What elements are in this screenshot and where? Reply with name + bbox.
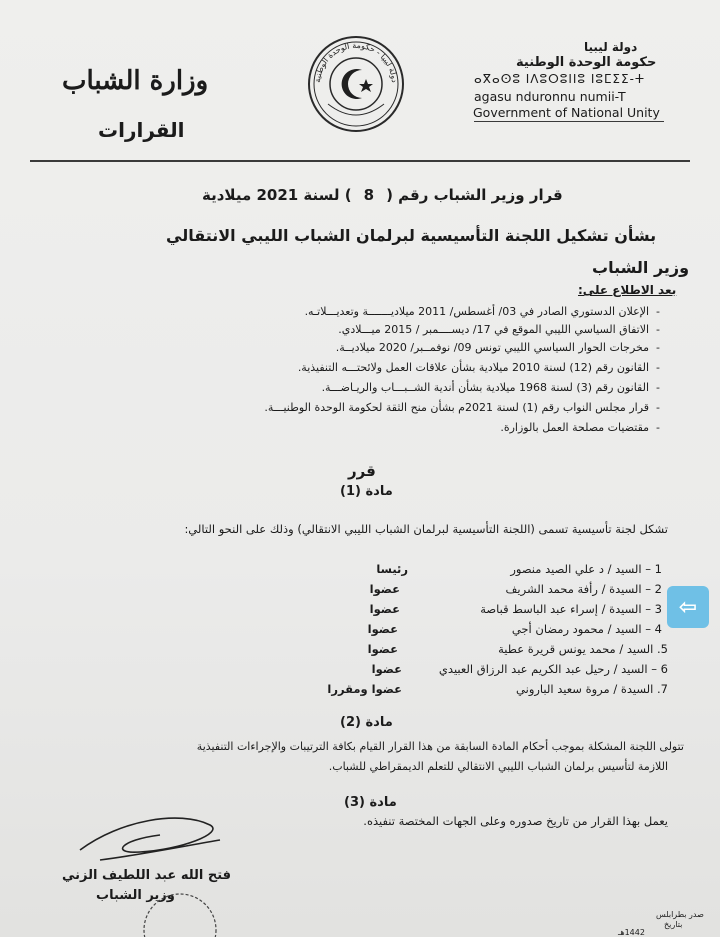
footer-date-label: بتاريخ — [664, 920, 683, 929]
reference-item: - القانون رقم (12) لسنة 2010 ميلادية بشأن علاقات العمل ولائحتـــه التنفيذية. — [297, 361, 660, 374]
reference-item: - قرار مجلس النواب رقم (1) لسنة 2021م بشأن منح الثقة لحكومة الوحدة الوطنيـــة. — [264, 401, 660, 414]
stamp-icon — [140, 890, 220, 937]
gov-name-ar: حكومة الوحدة الوطنية — [516, 55, 657, 70]
decision-title: قرار وزير الشباب رقم (8) لسنة 2021 ميلادية — [202, 186, 563, 204]
member-name: 6 – السيد / رحيل عبد الكريم عبد الرزاق العبيدي — [438, 662, 668, 676]
member-role: عضوا ومقررا — [327, 682, 402, 696]
article2-title: مادة (2) — [340, 715, 393, 730]
section-title: القرارات — [98, 118, 185, 142]
national-seal — [306, 34, 406, 134]
member-name: 7. السيدة / مروة سعيد الباروني — [516, 682, 668, 696]
article3-title: مادة (3) — [344, 795, 397, 810]
member-name: 3 – السيدة / إسراء عبد الباسط قباصة — [480, 602, 662, 616]
gov-name-amazigh: agasu nduronnu numii-T — [474, 89, 626, 104]
member-role: عضوا — [369, 582, 400, 596]
gov-underline — [474, 121, 664, 122]
signatory-title: وزير الشباب — [96, 888, 175, 903]
decided-heading: قرر — [348, 462, 376, 480]
article3-text: يعمل بهذا القرار من تاريخ صدوره وعلى الجهات المختصة تنفيذه. — [363, 814, 668, 828]
minister-heading: وزير الشباب — [592, 258, 690, 277]
member-name: 1 – السيد / د علي الصيد منصور — [510, 562, 662, 576]
reference-item: - مخرجات الحوار السياسي الليبي تونس 09/ نوفمــبر/ 2020 ميلاديــة. — [335, 341, 660, 354]
member-role: عضوا — [371, 662, 402, 676]
member-name: 4 – السيد / محمود رمضان أجي — [511, 622, 662, 636]
gov-name-tifinagh: ⴰⴳⴰⵙⵓ ⵏⴷⵓⵔⵓⵏⵏⵓ ⵏⵓⵎⵉⵉ-ⵜ — [474, 72, 646, 86]
seal-icon — [306, 34, 406, 134]
article1-title: مادة (1) — [340, 484, 393, 499]
article2-text: تتولى اللجنة المشكلة بموجب أحكام المادة السابقة من هذا القرار القيام بكافة الترتيبات والإجراءات التنفيذية — [196, 740, 684, 753]
seal-text: دولة ليبيا - حكومة الوحدة الوطنية — [312, 40, 400, 84]
after-review: بعد الاطلاع على: — [578, 283, 677, 297]
reference-item: - القانون رقم (3) لسنة 1968 ميلادية بشأن أندية الشــبـــاب والريـاضـــة. — [321, 381, 660, 394]
member-role: عضوا — [367, 622, 398, 636]
header-divider — [30, 160, 690, 162]
reference-item: - مقتضيات مصلحة العمل بالوزارة. — [500, 421, 660, 434]
gov-name-en: Government of National Unity — [473, 105, 660, 120]
member-role: رئيسا — [376, 562, 408, 576]
ministry-title: وزارة الشباب — [62, 66, 209, 96]
footer-hijri: 1442هـ — [618, 928, 645, 937]
signatory-name: فتح الله عبد اللطيف الزني — [62, 868, 232, 883]
gov-state: دولة ليبيا — [584, 40, 638, 54]
decision-subject: بشأن تشكيل اللجنة التأسيسية لبرلمان الشباب الليبي الانتقالي — [166, 226, 657, 245]
decision-number: 8 — [363, 186, 375, 204]
reference-item: - الاتفاق السياسي الليبي الموقع في 17/ ديســــمبر / 2015 ميـــلادي. — [338, 323, 660, 336]
member-name: 5. السيد / محمد يونس قريرة عطية — [498, 642, 668, 656]
article2-text: اللازمة لتأسيس برلمان الشباب الليبي الانتقالي للتعلم الديمقراطي للشباب. — [328, 760, 668, 773]
member-name: 2 – السيدة / رأفة محمد الشريف — [505, 582, 662, 596]
left-arrow-icon[interactable]: ⇦ — [667, 586, 709, 628]
reference-item: - الإعلان الدستوري الصادر في 03/ أغسطس/ 2011 ميلاديـــــــة وتعديـــلاتـه. — [304, 305, 660, 318]
member-role: عضوا — [367, 642, 398, 656]
article1-intro: تشكل لجنة تأسيسية تسمى (اللجنة التأسيسية لبرلمان الشباب الليبي الانتقالي) وذلك على النحو التالي: — [184, 522, 668, 536]
footer-issued: صدر بطرابلس — [656, 910, 704, 919]
member-role: عضوا — [369, 602, 400, 616]
